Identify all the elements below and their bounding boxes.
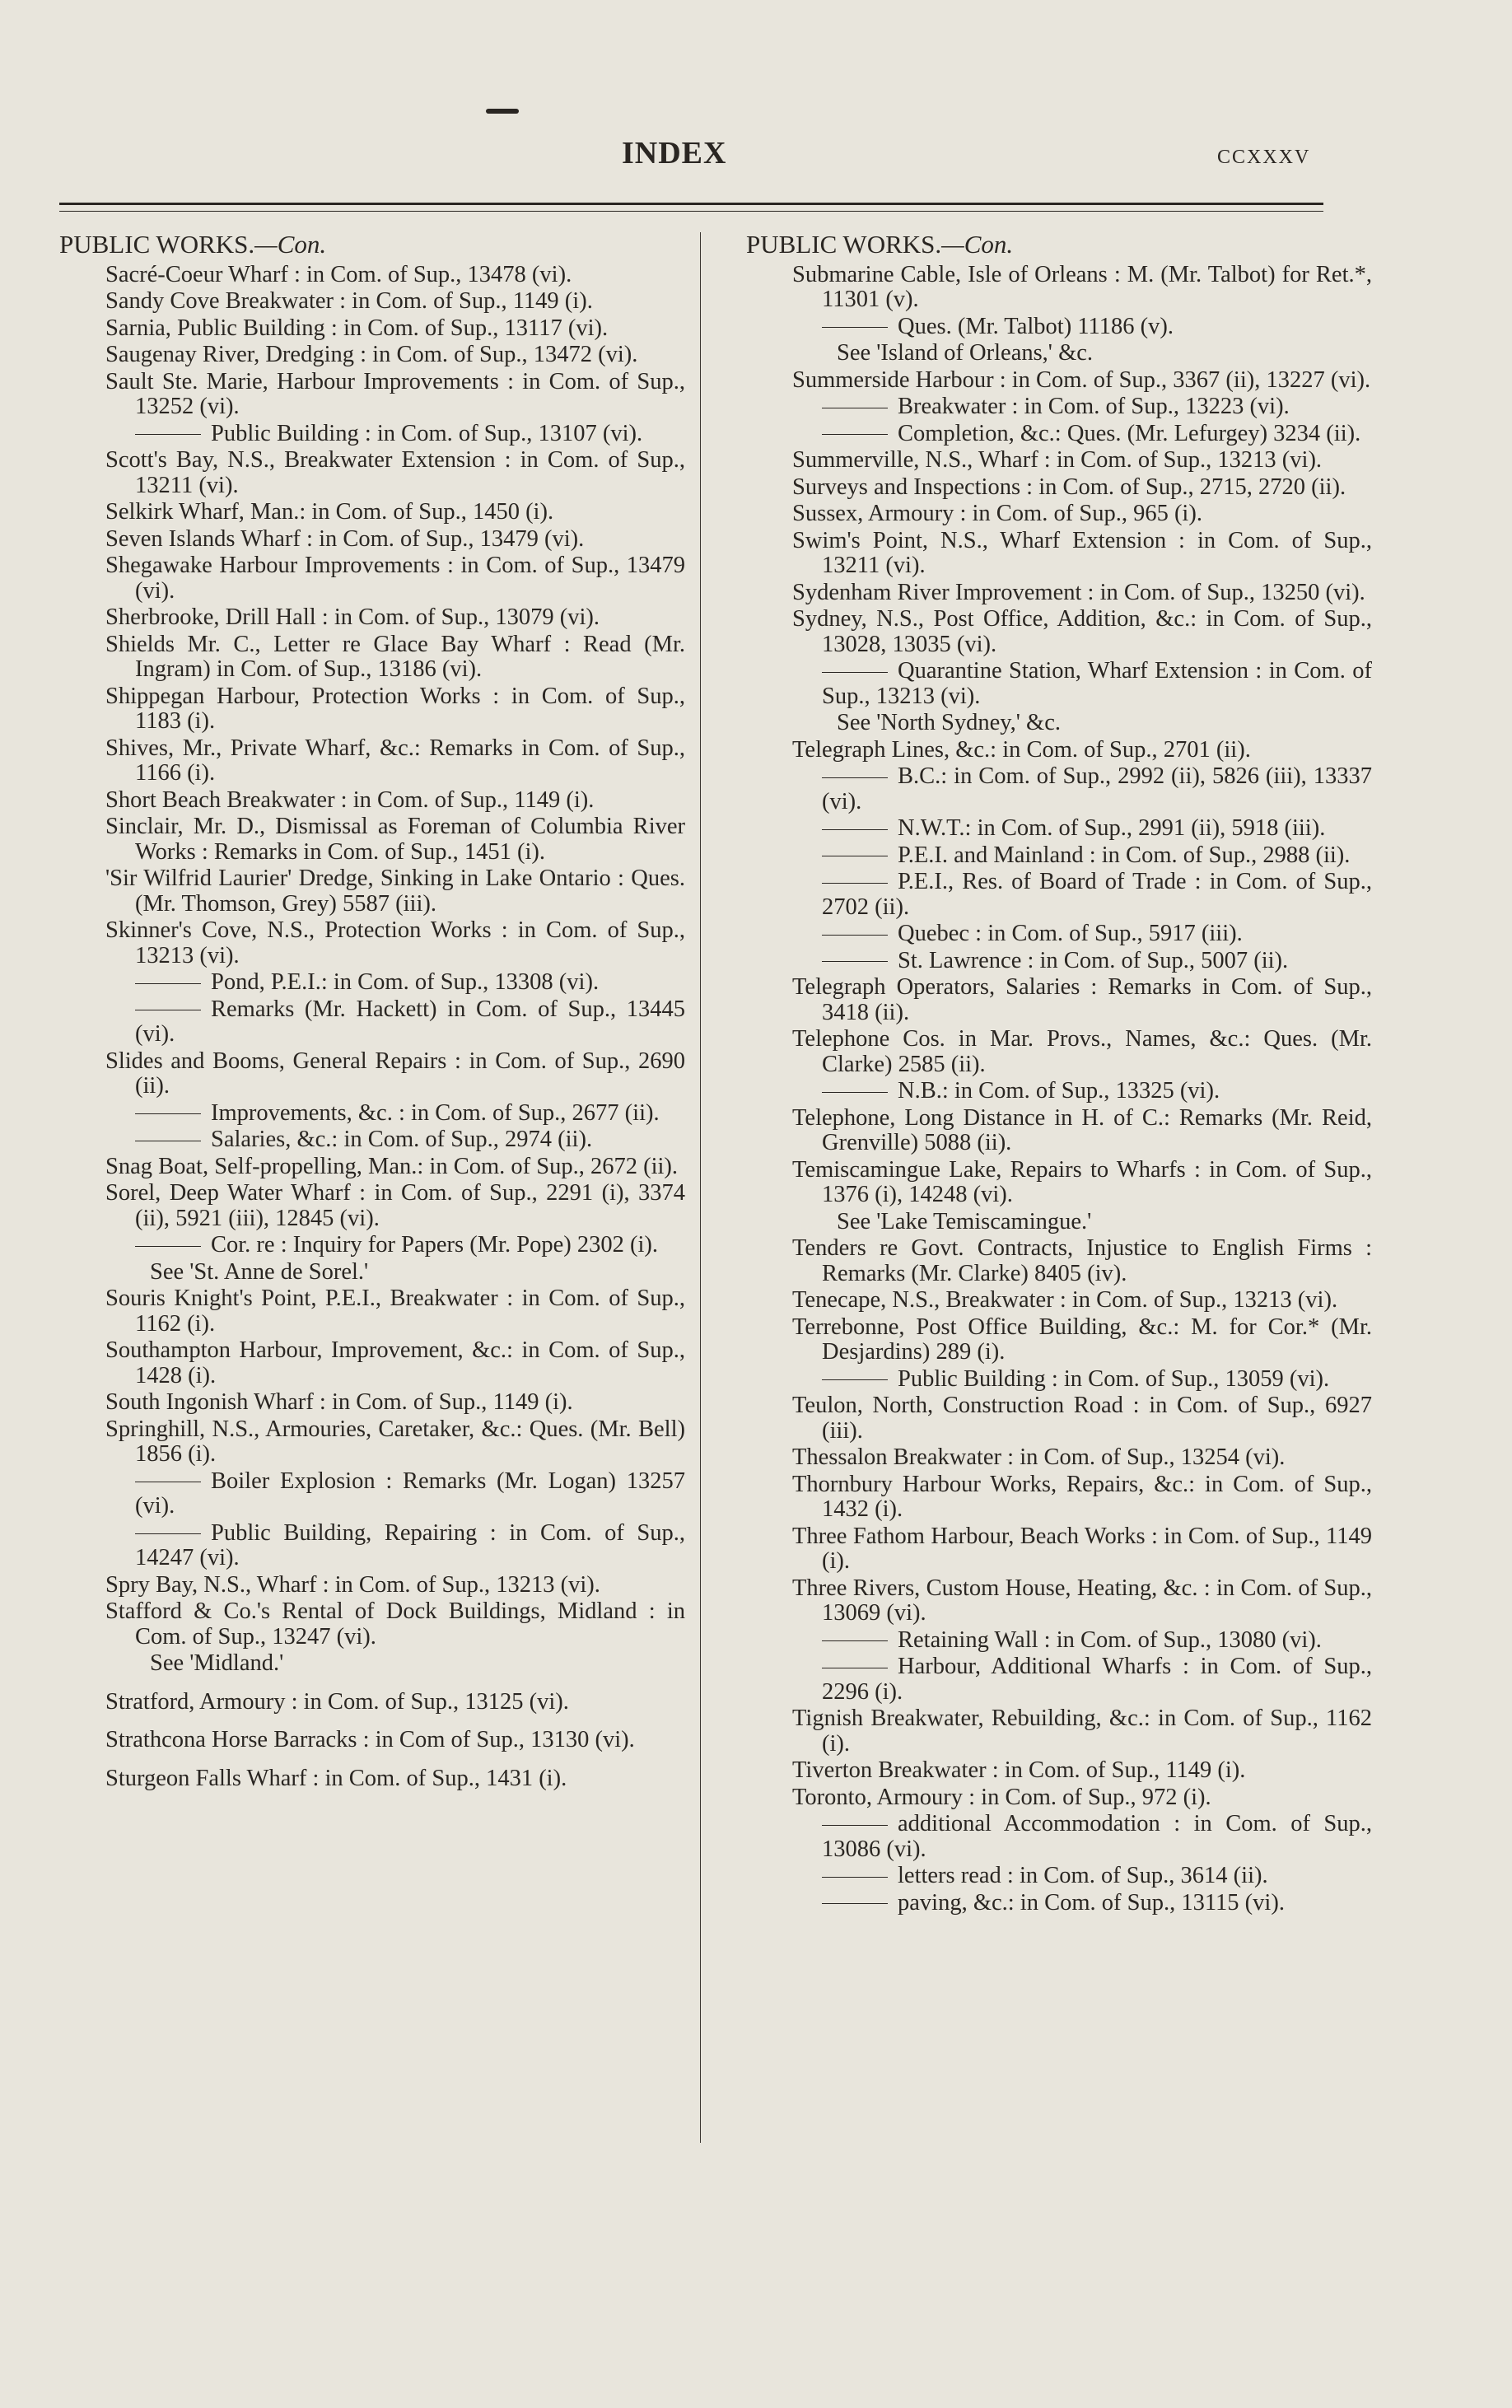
index-subentry: Public Building : in Com. of Sup., 13059 (vi).: [746, 1367, 1372, 1393]
see-reference: See 'Island of Orleans,' &c.: [837, 340, 1094, 366]
index-subentry: St. Lawrence : in Com. of Sup., 5007 (ii).: [746, 949, 1372, 974]
index-entry: Telegraph Lines, &c.: in Com. of Sup., 2701 (ii).: [792, 736, 1251, 763]
index-entry: Temiscamingue Lake, Repairs to Wharfs : in Com. of Sup., 1376 (i), 14248 (vi).: [792, 1156, 1372, 1207]
index-entry: Swim's Point, N.S., Wharf Extension : in Com. of Sup., 13211 (vi).: [792, 527, 1372, 578]
header-rule: [59, 203, 1323, 205]
index-entry: Summerside Harbour : in Com. of Sup., 3367 (ii), 13227 (vi).: [792, 366, 1371, 393]
index-entry: Scott's Bay, N.S., Breakwater Extension : in Com. of Sup., 13211 (vi).: [105, 447, 685, 498]
index-entry: Teulon, North, Construction Road : in Com. of Sup., 6927 (iii).: [792, 1393, 1372, 1444]
index-subentry: letters read : in Com. of Sup., 3614 (ii).: [746, 1864, 1372, 1889]
index-subentry: paving, &c.: in Com. of Sup., 13115 (vi).: [746, 1891, 1372, 1916]
index-entry: Selkirk Wharf, Man.: in Com. of Sup., 1450 (i).: [105, 499, 554, 525]
index-entry: Shields Mr. C., Letter re Glace Bay Wharf : Read (Mr. Ingram) in Com. of Sup., 13186 (vi).: [105, 631, 685, 682]
index-entry: Snag Boat, Self-propelling, Man.: in Com. of Sup., 2672 (ii).: [105, 1153, 679, 1179]
index-entry: Saugenay River, Dredging : in Com. of Sup., 13472 (vi).: [105, 342, 638, 367]
see-reference: See 'North Sydney,' &c.: [837, 710, 1062, 735]
index-subentry: N.W.T.: in Com. of Sup., 2991 (ii), 5918 (iii).: [746, 816, 1372, 842]
see-reference: See 'Lake Temiscamingue.': [837, 1208, 1092, 1234]
index-entry: Springhill, N.S., Armouries, Caretaker, &c.: Ques. (Mr. Bell) 1856 (i).: [105, 1416, 685, 1467]
index-subentry: Breakwater : in Com. of Sup., 13223 (vi).: [746, 394, 1372, 420]
see-reference: See 'Midland.': [150, 1650, 284, 1676]
index-entry: Three Rivers, Custom House, Heating, &c. : in Com. of Sup., 13069 (vi).: [792, 1575, 1372, 1626]
index-subentry: Completion, &c.: Ques. (Mr. Lefurgey) 3234 (ii).: [746, 422, 1372, 447]
index-entry: Sydney, N.S., Post Office, Addition, &c.: in Com. of Sup., 13028, 13035 (vi).: [792, 606, 1372, 657]
index-entry: Strathcona Horse Barracks : in Com of Sup., 13130 (vi).: [105, 1727, 635, 1752]
index-subentry: P.E.I. and Mainland : in Com. of Sup., 2988 (ii).: [746, 843, 1372, 869]
index-entry: Sussex, Armoury : in Com. of Sup., 965 (i).: [792, 501, 1202, 526]
index-entry: Sault Ste. Marie, Harbour Improvements : in Com. of Sup., 13252 (vi).: [105, 368, 685, 419]
index-entry: Submarine Cable, Isle of Orleans : M. (Mr. Talbot) for Ret.*, 11301 (v).: [792, 261, 1372, 312]
index-entry: Seven Islands Wharf : in Com. of Sup., 13479 (vi).: [105, 525, 585, 552]
ink-mark: [486, 109, 519, 114]
index-entry: Sacré-Coeur Wharf : in Com. of Sup., 13478 (vi).: [105, 261, 572, 287]
index-subentry: Ques. (Mr. Talbot) 11186 (v).: [746, 315, 1372, 340]
index-entry: Sinclair, Mr. D., Dismissal as Foreman of Columbia River Works : Remarks in Com. of Sup., 1451 (i).: [105, 814, 685, 865]
header-rule-thin: [59, 211, 1323, 212]
index-subentry: Salaries, &c.: in Com. of Sup., 2974 (ii).: [59, 1127, 685, 1153]
index-subentry: Remarks (Mr. Hackett) in Com. of Sup., 13445 (vi).: [135, 996, 685, 1047]
index-entry: Stafford & Co.'s Rental of Dock Buildings, Midland : in Com. of Sup., 13247 (vi).: [105, 1598, 685, 1650]
index-entry: South Ingonish Wharf : in Com. of Sup., 1149 (i).: [105, 1389, 573, 1415]
index-entry: Sturgeon Falls Wharf : in Com. of Sup., 1431 (i).: [105, 1765, 567, 1791]
index-subentry: Public Building, Repairing : in Com. of Sup., 14247 (vi).: [135, 1519, 685, 1570]
index-entry: Sarnia, Public Building : in Com. of Sup., 13117 (vi).: [105, 315, 609, 341]
index-entry: Southampton Harbour, Improvement, &c.: in Com. of Sup., 1428 (i).: [105, 1337, 685, 1388]
index-entry: Shippegan Harbour, Protection Works : in Com. of Sup., 1183 (i).: [105, 683, 685, 734]
index-entry: Summerville, N.S., Wharf : in Com. of Sup., 13213 (vi).: [792, 447, 1323, 473]
index-subentry: P.E.I., Res. of Board of Trade : in Com. of Sup., 2702 (ii).: [822, 869, 1372, 920]
index-entry: Tignish Breakwater, Rebuilding, &c.: in Com. of Sup., 1162 (i).: [792, 1706, 1372, 1757]
index-entry: Tiverton Breakwater : in Com. of Sup., 1149 (i).: [792, 1757, 1246, 1783]
running-title: INDEX: [622, 136, 727, 170]
index-subentry: Quarantine Station, Wharf Extension : in Com. of Sup., 13213 (vi).: [822, 658, 1372, 709]
index-entry: Toronto, Armoury : in Com. of Sup., 972 (i).: [792, 1784, 1211, 1810]
index-column-left: [59, 232, 685, 1793]
index-entry: Sandy Cove Breakwater : in Com. of Sup., 1149 (i).: [105, 288, 593, 314]
index-entry: Telephone, Long Distance in H. of C.: Remarks (Mr. Reid, Grenville) 5088 (ii).: [792, 1104, 1372, 1155]
index-subentry: B.C.: in Com. of Sup., 2992 (ii), 5826 (iii), 13337 (vi).: [822, 763, 1372, 814]
index-column-right: [746, 232, 1372, 1917]
see-reference: See 'St. Anne de Sorel.': [150, 1258, 369, 1285]
index-entry: Short Beach Breakwater : in Com. of Sup., 1149 (i).: [105, 786, 595, 813]
index-subentry: Harbour, Additional Wharfs : in Com. of Sup., 2296 (i).: [822, 1654, 1372, 1705]
index-entry: Shives, Mr., Private Wharf, &c.: Remarks in Com. of Sup., 1166 (i).: [105, 735, 685, 786]
index-entry: 'Sir Wilfrid Laurier' Dredge, Sinking in Lake Ontario : Ques. (Mr. Thomson, Grey) 5587 (iii).: [105, 866, 685, 917]
index-subentry: Boiler Explosion : Remarks (Mr. Logan) 13257 (vi).: [135, 1468, 685, 1519]
index-entry: Sorel, Deep Water Wharf : in Com. of Sup., 2291 (i), 3374 (ii), 5921 (iii), 12845 (vi).: [105, 1180, 685, 1231]
index-subentry: Pond, P.E.I.: in Com. of Sup., 13308 (vi).: [59, 970, 685, 996]
index-entry: Spry Bay, N.S., Wharf : in Com. of Sup., 13213 (vi).: [105, 1571, 600, 1598]
index-entry: Sydenham River Improvement : in Com. of Sup., 13250 (vi).: [792, 579, 1365, 605]
page-number: CCXXXV: [1217, 147, 1311, 168]
index-subentry: additional Accommodation : in Com. of Sup., 13086 (vi).: [822, 1811, 1372, 1862]
column-divider: [700, 232, 701, 2143]
index-subentry: N.B.: in Com. of Sup., 13325 (vi).: [746, 1079, 1372, 1104]
index-entry: Sherbrooke, Drill Hall : in Com. of Sup., 13079 (vi).: [105, 604, 600, 630]
index-entry: Thessalon Breakwater : in Com. of Sup., 13254 (vi).: [792, 1444, 1286, 1470]
index-entry: Stratford, Armoury : in Com. of Sup., 13125 (vi).: [105, 1688, 569, 1715]
section-heading: PUBLIC WORKS.—Con.: [746, 230, 1014, 259]
index-entry: Terrebonne, Post Office Building, &c.: M. for Cor.* (Mr. Desjardins) 289 (i).: [792, 1314, 1372, 1365]
index-entry: Tenders re Govt. Contracts, Injustice to English Firms : Remarks (Mr. Clarke) 8405 (iv).: [792, 1235, 1372, 1286]
index-entry: Souris Knight's Point, P.E.I., Breakwater : in Com. of Sup., 1162 (i).: [105, 1286, 685, 1337]
index-entry: Slides and Booms, General Repairs : in Com. of Sup., 2690 (ii).: [105, 1048, 685, 1099]
index-subentry: Improvements, &c. : in Com. of Sup., 2677 (ii).: [59, 1101, 685, 1127]
index-entry: Tenecape, N.S., Breakwater : in Com. of Sup., 13213 (vi).: [792, 1287, 1338, 1313]
index-entry: Surveys and Inspections : in Com. of Sup., 2715, 2720 (ii).: [792, 474, 1346, 500]
section-heading: PUBLIC WORKS.—Con.: [59, 230, 327, 259]
index-entry: Telephone Cos. in Mar. Provs., Names, &c.: Ques. (Mr. Clarke) 2585 (ii).: [792, 1026, 1372, 1077]
index-entry: Thornbury Harbour Works, Repairs, &c.: in Com. of Sup., 1432 (i).: [792, 1471, 1372, 1522]
index-entry: Shegawake Harbour Improvements : in Com. of Sup., 13479 (vi).: [105, 553, 685, 604]
index-entry: Skinner's Cove, N.S., Protection Works : in Com. of Sup., 13213 (vi).: [105, 917, 685, 968]
index-subentry: Retaining Wall : in Com. of Sup., 13080 (vi).: [746, 1628, 1372, 1654]
index-subentry: Cor. re : Inquiry for Papers (Mr. Pope) 2302 (i).: [59, 1233, 685, 1258]
index-subentry: Quebec : in Com. of Sup., 5917 (iii).: [746, 922, 1372, 947]
index-entry: Telegraph Operators, Salaries : Remarks in Com. of Sup., 3418 (ii).: [792, 974, 1372, 1025]
index-subentry: Public Building : in Com. of Sup., 13107 (vi).: [59, 422, 685, 447]
index-entry: Three Fathom Harbour, Beach Works : in Com. of Sup., 1149 (i).: [792, 1523, 1372, 1574]
